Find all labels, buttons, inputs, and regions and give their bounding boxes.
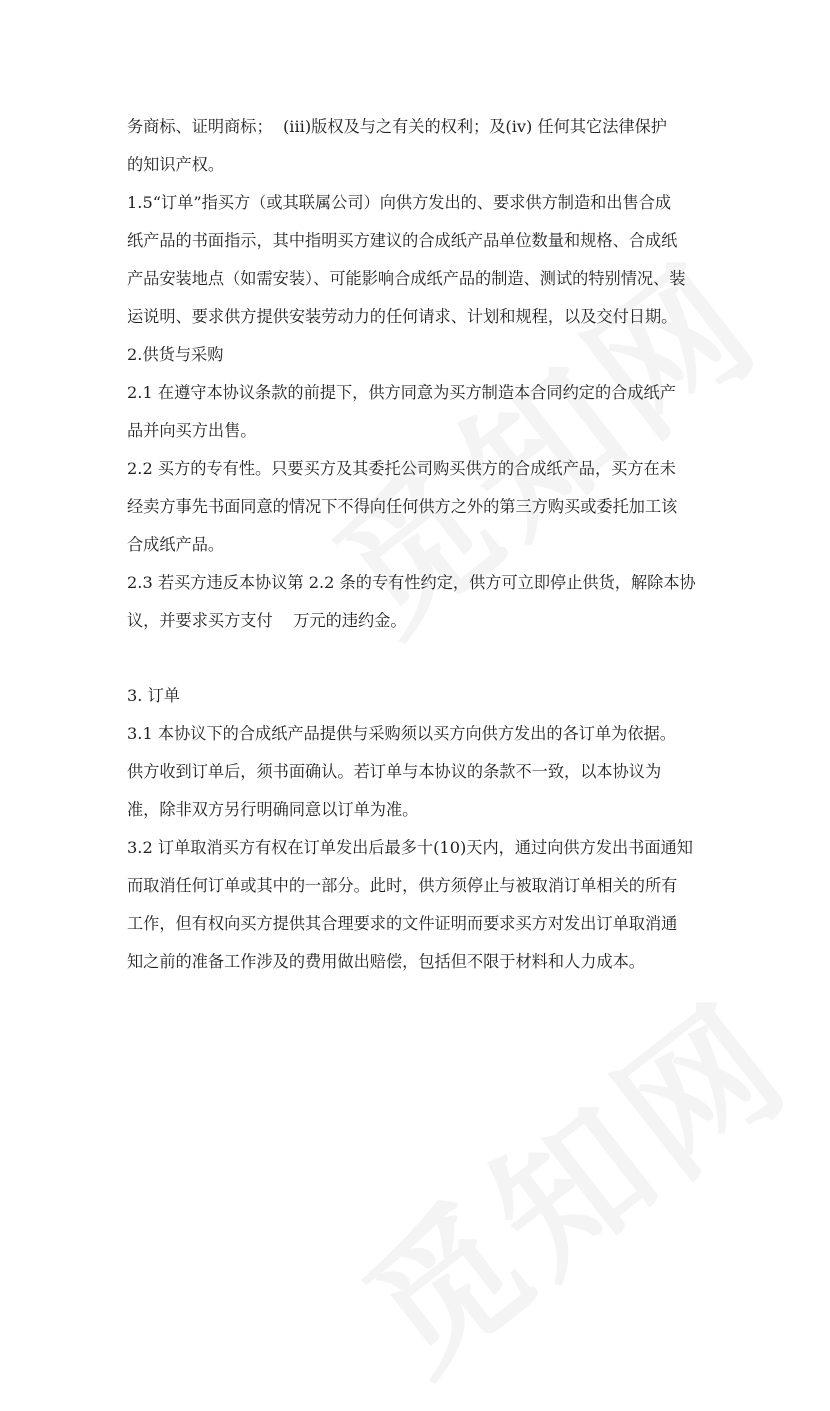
text-line: 运说明、要求供方提供安装劳动力的任何请求、计划和规程，以及交付日期。 [127,307,678,326]
paragraph-gap [127,640,717,677]
text-line: 供方收到订单后，须书面确认。若订单与本协议的条款不一致，以本协议为 [127,762,662,781]
text-line: 准，除非双方另行明确同意以订单为准。 [127,800,419,819]
section-heading: 2.供货与采购 [127,345,224,364]
text-line: 2.1 在遵守本协议条款的前提下，供方同意为买方制造本合同约定的合成纸产 [127,383,676,402]
text-line: 的知识产权。 [127,155,225,174]
text-line: 3.1 本协议下的合成纸产品提供与采购须以买方向供方发出的各订单为依据。 [127,724,676,743]
text-line: 产品安装地点（如需安装）、可能影响合成纸产品的制造、测试的特别情况、装 [127,269,686,288]
text-line: 知之前的准备工作涉及的费用做出赔偿，包括但不限于材料和人力成本。 [127,952,645,971]
watermark [314,945,825,1411]
text-line: 经卖方事先书面同意的情况下不得向任何供方之外的第三方购买或委托加工该 [127,497,678,516]
text-line: 务商标、证明商标； (iii)版权及与之有关的权利；及(iv) 任何其它法律保护 [127,117,667,136]
text-line: 品并向买方出售。 [127,421,257,440]
text-line: 纸产品的书面指示，其中指明买方建议的合成纸产品单位数量和规格、合成纸 [127,231,678,250]
document-body [127,108,717,981]
text-line: 工作，但有权向买方提供其合理要求的文件证明而要求买方对发出订单取消通 [127,914,678,933]
text-line: 1.5“订单”指买方（或其联属公司）向供方发出的、要求供方制造和出售合成 [127,193,672,212]
section-heading: 3. 订单 [127,686,180,705]
text-line: 3.2 订单取消买方有权在订单发出后最多十(10)天内，通过向供方发出书面通知 [127,838,693,857]
text-line: 2.2 买方的专有性。只要买方及其委托公司购买供方的合成纸产品，买方在未 [127,459,676,478]
text-line: 议，并要求买方支付 万元的违约金。 [127,611,407,630]
text-line: 合成纸产品。 [127,535,225,554]
text-line: 而取消任何订单或其中的一部分。此时，供方须停止与被取消订单相关的所有 [127,876,678,895]
text-line: 2.3 若买方违反本协议第 2.2 条的专有性约定，供方可立即停止供货，解除本协 [127,573,696,592]
